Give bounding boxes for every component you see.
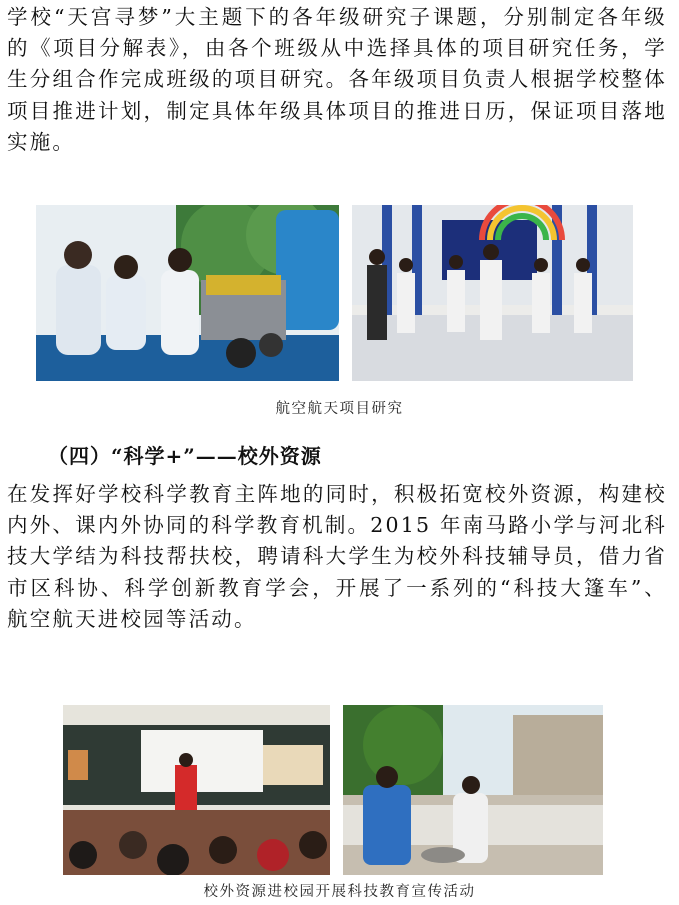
photo-classroom-lecture <box>63 705 330 875</box>
photo-stage-performance <box>352 205 633 381</box>
photo-caption-outreach: 校外资源进校园开展科技教育宣传活动 <box>203 884 476 900</box>
photo-outdoor-demonstration <box>343 705 603 875</box>
photo-robotics-students <box>36 205 339 381</box>
photo-caption-aerospace: 航空航天项目研究 <box>275 401 404 417</box>
paragraph-external-resources: 在发挥好学校科学教育主阵地的同时，积极拓宽校外资源，构建校内外、课内外协同的科学教育机制。2015 年南马路小学与河北科技大学结为科技帮扶校，聘请科大学生为校外科技辅导员，借力省市区科协、科学创新教育学会，开展了一系列的“科技大篷车”、航空航天进校园等活动。 <box>7 482 667 631</box>
section-heading: （四）“科学+”——校外资源 <box>48 444 322 468</box>
paragraph-project-implementation: 学校“天宫寻梦”大主题下的各年级研究子课题，分别制定各年级的《项目分解表》，由各个班级从中选择具体的项目研究任务，学生分组合作完成班级的项目研究。各年级项目负责人根据学校整体项目推进计划，制定具体年级具体项目的推进日历，保证项目落地实施。 <box>7 5 667 154</box>
